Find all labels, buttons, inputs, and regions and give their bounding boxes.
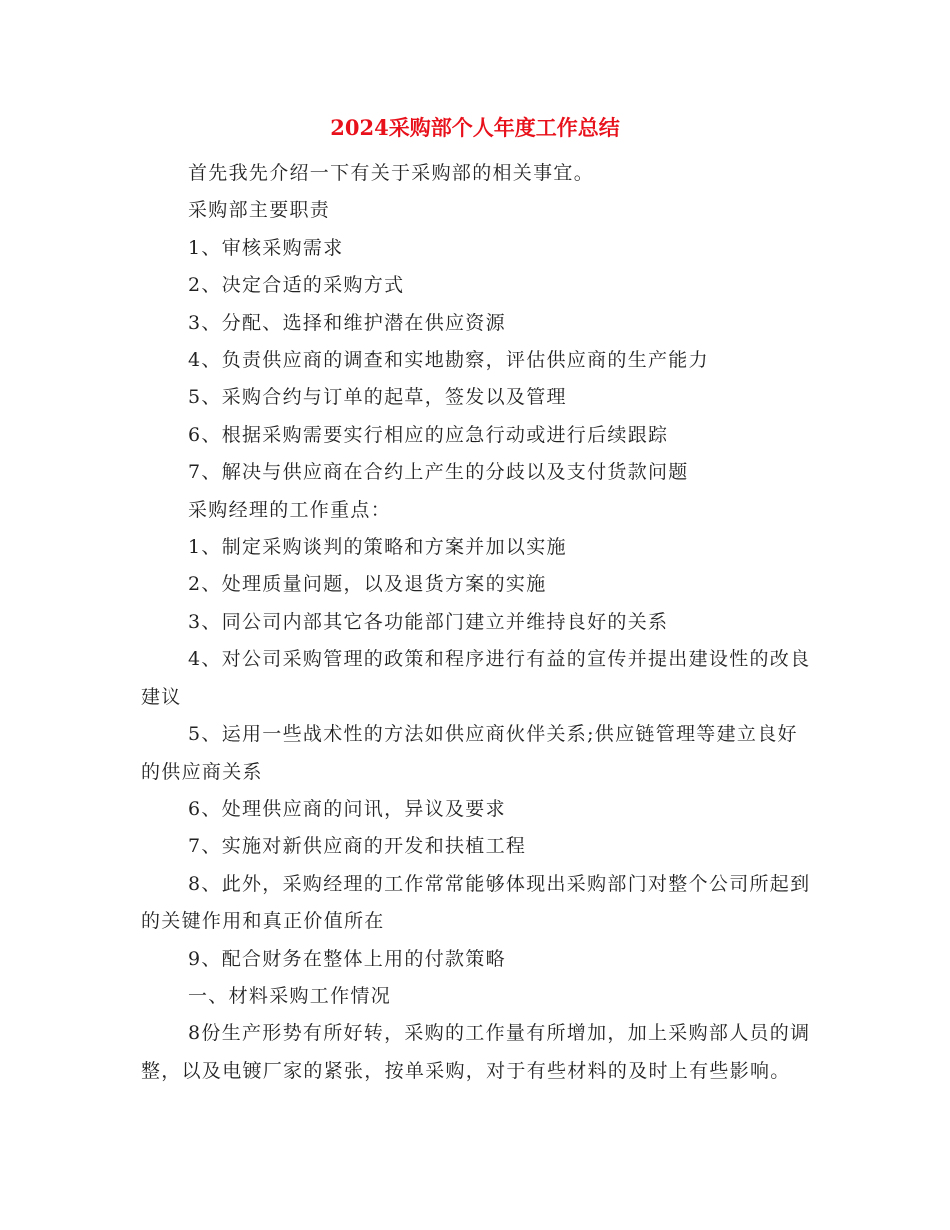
section-heading-material-purchasing: 一、材料采购工作情况 (188, 984, 392, 1007)
focus-item-7: 7、实施对新供应商的开发和扶植工程 (188, 835, 527, 858)
focus-item-5: 5、运用一些战术性的方法如供应商伙伴关系;供应链管理等建立良好的供应商关系 (141, 723, 798, 783)
duty-item-4: 4、负责供应商的调查和实地勘察，评估供应商的生产能力 (188, 349, 709, 372)
focus-item-3: 3、同公司内部其它各功能部门建立并维持良好的关系 (188, 610, 669, 633)
focus-item-2: 2、处理质量问题，以及退货方案的实施 (188, 573, 547, 596)
heading-department-duties: 采购部主要职责 (188, 199, 331, 222)
heading-manager-focus: 采购经理的工作重点： (188, 498, 392, 521)
focus-item-4: 4、对公司采购管理的政策和程序进行有益的宣传并提出建设性的改良建议 (141, 648, 811, 708)
duty-item-3: 3、分配、选择和维护潜在供应资源 (188, 311, 506, 334)
focus-item-6: 6、处理供应商的问讯，异议及要求 (188, 797, 506, 820)
focus-item-9: 9、配合财务在整体上用的付款策略 (188, 947, 506, 970)
duty-item-2: 2、决定合适的采购方式 (188, 274, 405, 297)
duty-item-5: 5、采购合约与订单的起草，签发以及管理 (188, 386, 567, 409)
focus-item-1: 1、制定采购谈判的策略和方案并加以实施 (188, 536, 567, 559)
paragraph-intro: 首先我先介绍一下有关于采购部的相关事宜。 (188, 162, 595, 184)
focus-item-8: 8、此外，采购经理的工作常常能够体现出采购部门对整个公司所起到的关键作用和真正价值所在 (141, 872, 811, 933)
duty-item-1: 1、审核采购需求 (188, 236, 344, 259)
duty-item-7: 7、解决与供应商在合约上产生的分歧以及支付货款问题 (188, 461, 689, 484)
document-title: 2024采购部个人年度工作总结 (330, 115, 620, 140)
duty-item-6: 6、根据采购需要实行相应的应急行动或进行后续跟踪 (188, 423, 669, 446)
paragraph-material-purchasing: 8份生产形势有所好转，采购的工作量有所增加，加上采购部人员的调整，以及电镀厂家的紧张，按单采购，对于有些材料的及时上有些影响。 (141, 1022, 811, 1082)
document-body (141, 155, 813, 1090)
